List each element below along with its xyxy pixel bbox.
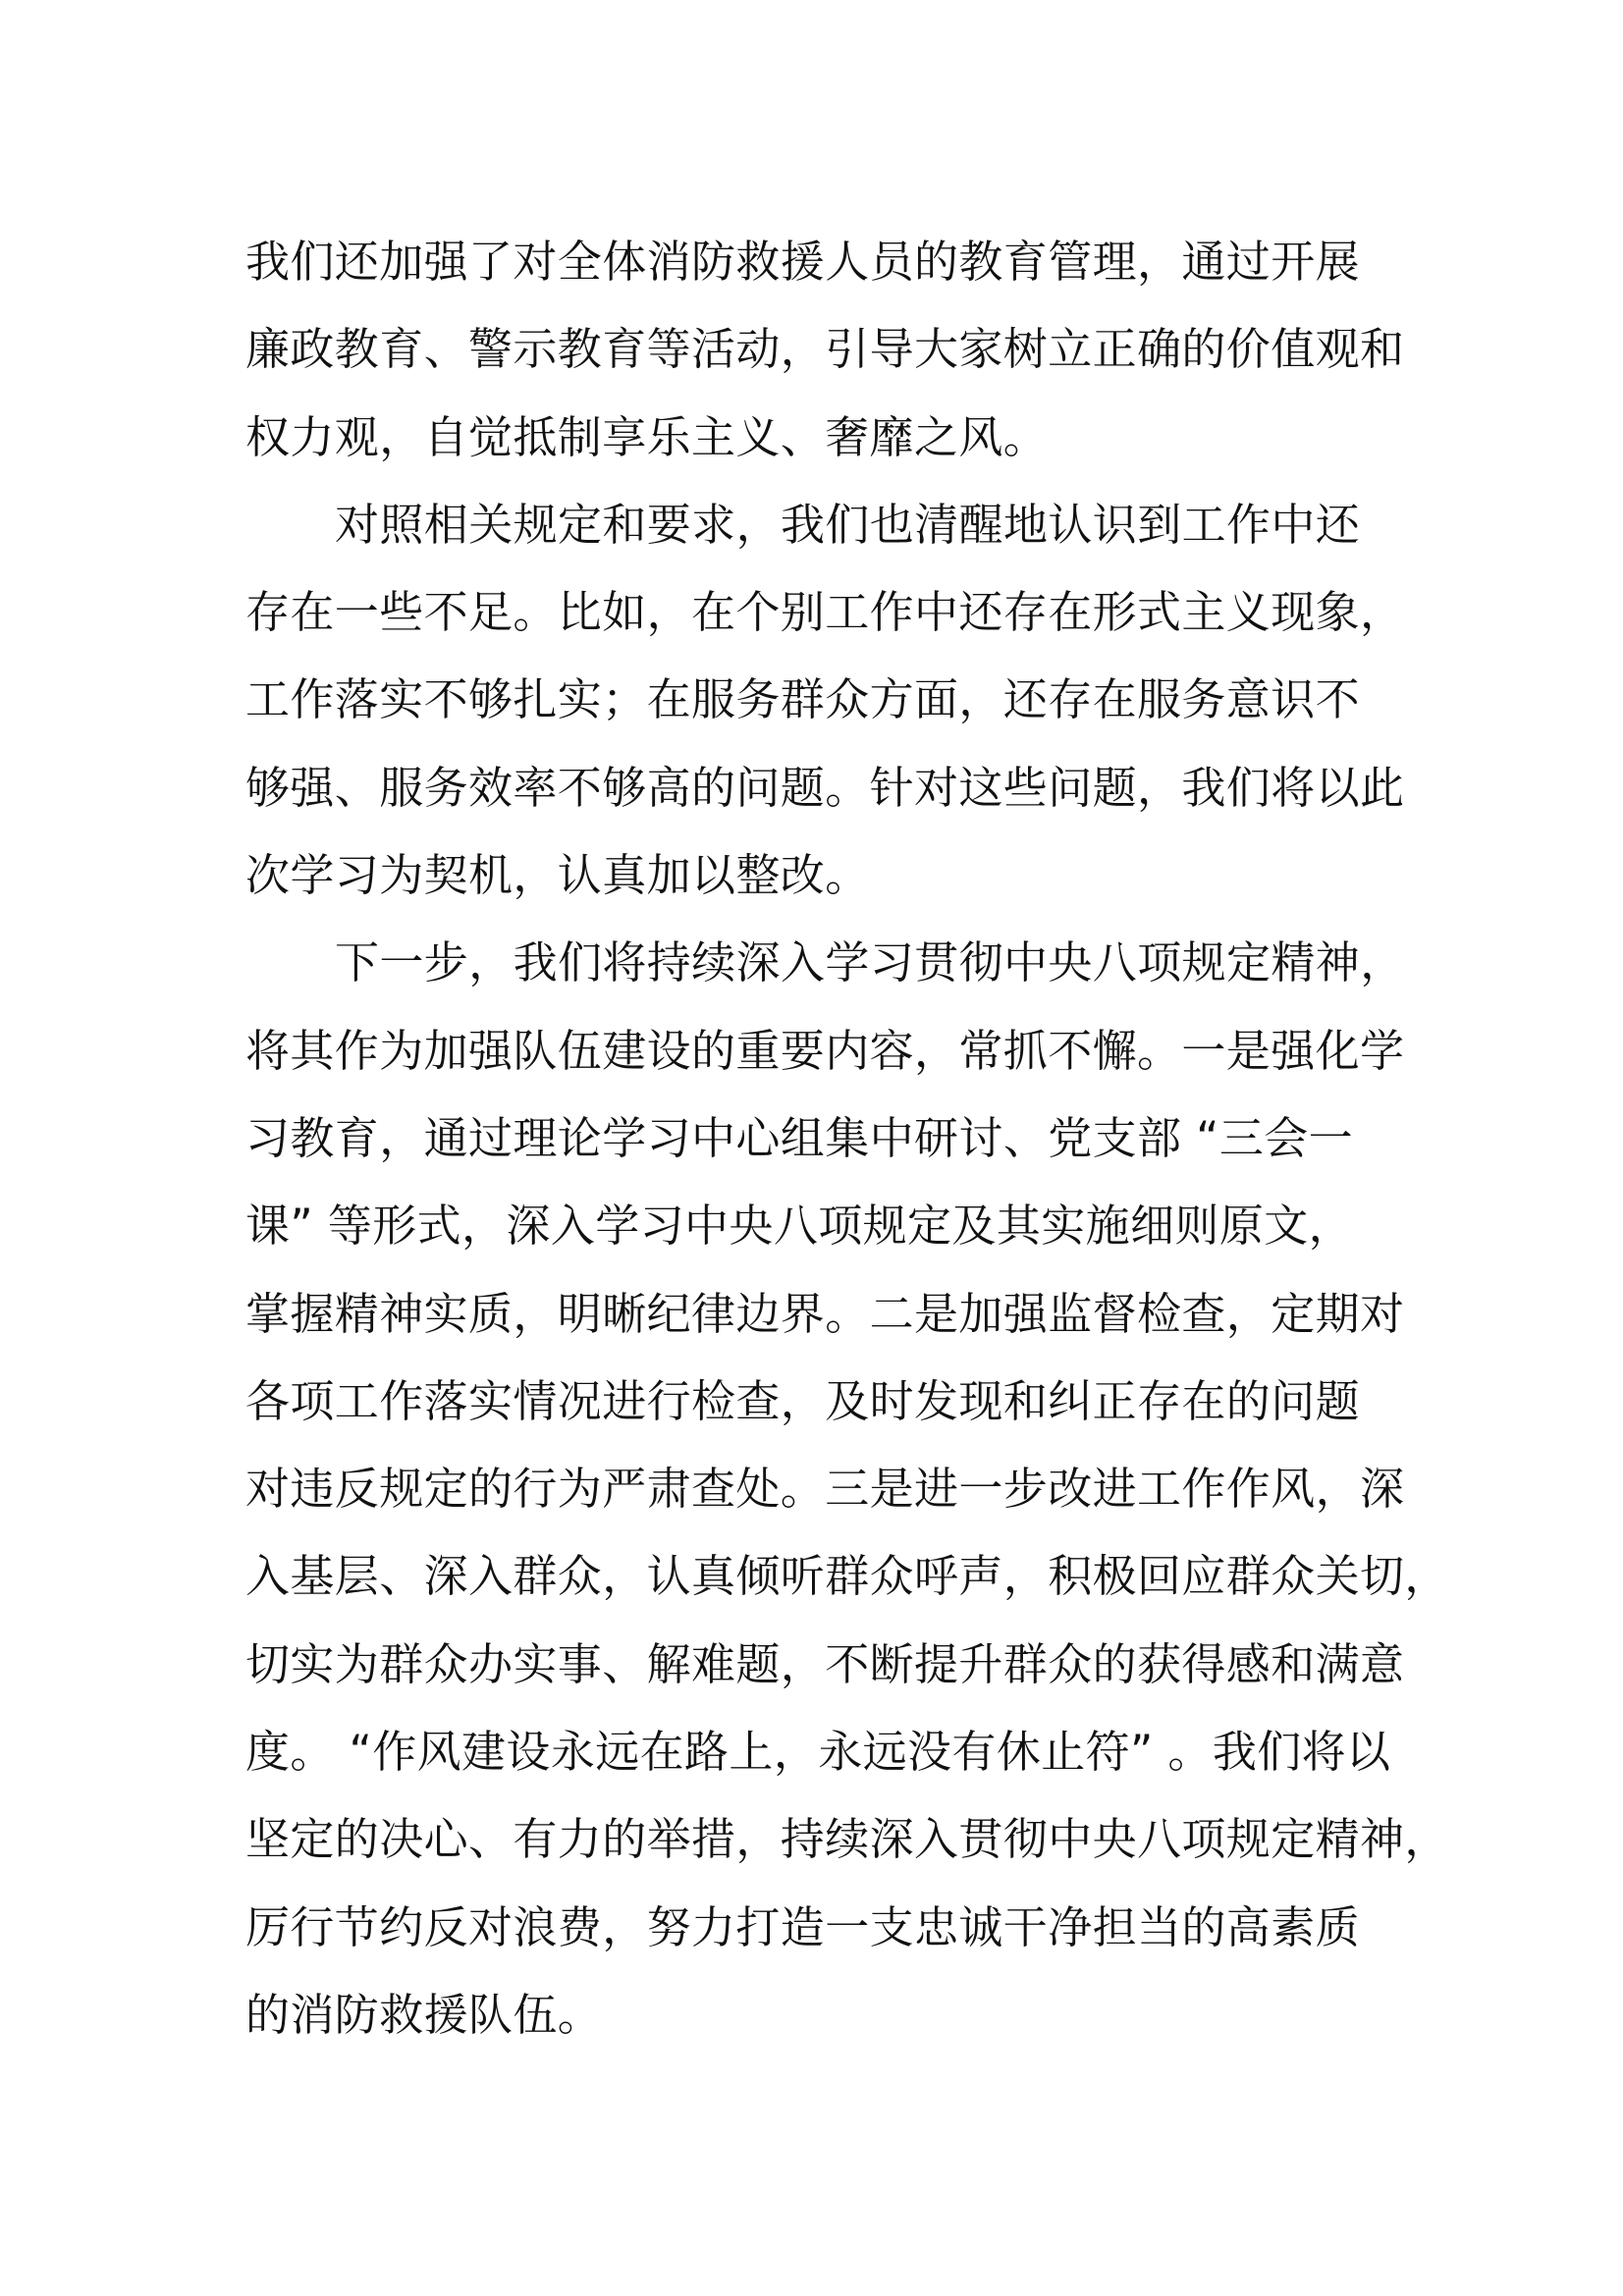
text-line: 廉政教育、警示教育等活动，引导大家树立正确的价值观和 xyxy=(245,323,1405,376)
text-line: 存在一些不足。比如，在个别工作中还存在形式主义现象， xyxy=(245,586,1405,639)
text-line: 各项工作落实情况进行检查，及时发现和纠正存在的问题 xyxy=(245,1374,1361,1427)
paragraph-next-steps xyxy=(245,919,1449,2058)
text-line: 习教育，通过理论学习中心组集中研讨、党支部 “三会一 xyxy=(245,1111,1354,1164)
text-line: 够强、服务效率不够高的问题。针对这些问题，我们将以此 xyxy=(245,761,1405,814)
text-line: 下一步，我们将持续深入学习贯彻中央八项规定精神， xyxy=(335,936,1405,989)
text-line: 对照相关规定和要求，我们也清醒地认识到工作中还 xyxy=(335,498,1361,551)
text-line: 课” 等形式，深入学习中央八项规定及其实施细则原文， xyxy=(245,1200,1354,1253)
text-line: 次学习为契机，认真加以整改。 xyxy=(245,849,870,902)
text-line: 权力观，自觉抵制享乐主义、奢靡之风。 xyxy=(245,410,1049,463)
text-line: 将其作为加强队伍建设的重要内容，常抓不懈。一是强化学 xyxy=(245,1024,1405,1077)
text-line: 切实为群众办实事、解难题，不断提升群众的获得感和满意 xyxy=(245,1637,1405,1690)
text-line: 度。 “作风建设永远在路上，永远没有休止符” 。我们将以 xyxy=(245,1726,1391,1779)
body-text xyxy=(245,218,1449,2058)
text-line: 坚定的决心、有力的举措，持续深入贯彻中央八项规定精神， xyxy=(245,1813,1449,1866)
paragraph-shortcomings xyxy=(245,481,1404,919)
text-line: 的消防救援队伍。 xyxy=(245,1988,603,2041)
text-line: 掌握精神实质，明晰纪律边界。二是加强监督检查，定期对 xyxy=(245,1287,1405,1340)
text-line: 入基层、深入群众，认真倾听群众呼声，积极回应群众关切， xyxy=(245,1550,1449,1603)
text-line: 我们还加强了对全体消防救援人员的教育管理，通过开展 xyxy=(245,236,1361,288)
paragraph-education-management xyxy=(245,218,1404,481)
text-line: 对违反规定的行为严肃查处。三是进一步改进工作作风，深 xyxy=(245,1463,1405,1516)
text-line: 工作落实不够扎实；在服务群众方面，还存在服务意识不 xyxy=(245,673,1361,726)
text-line: 厉行节约反对浪费，努力打造一支忠诚干净担当的高素质 xyxy=(245,1900,1361,1953)
